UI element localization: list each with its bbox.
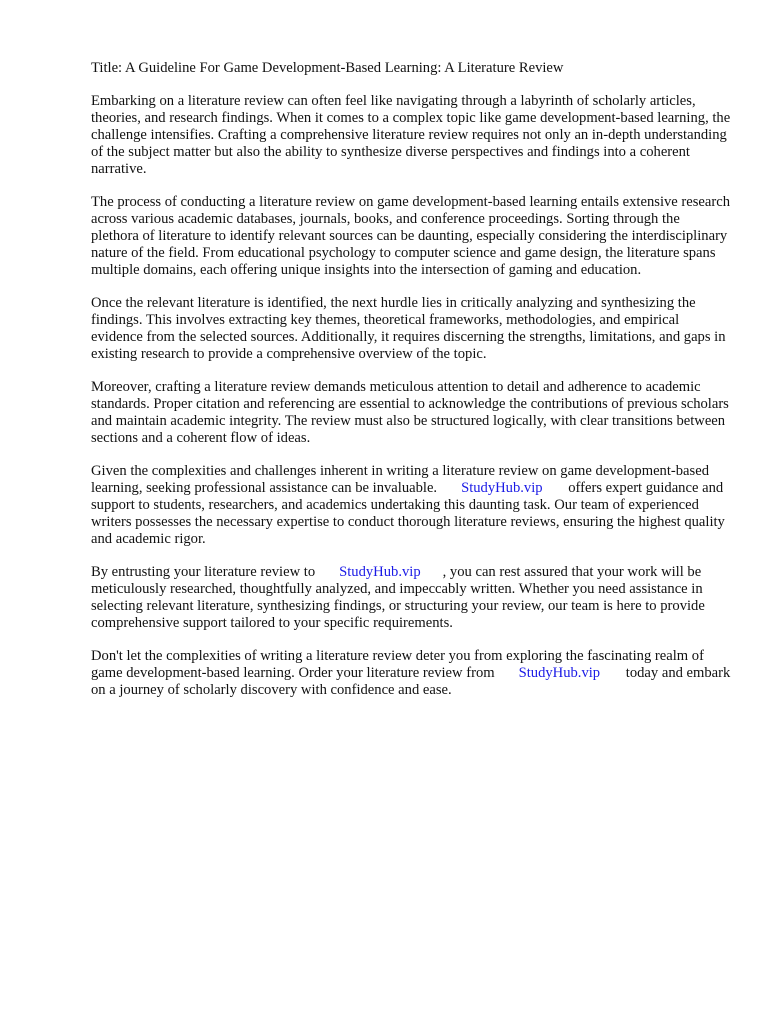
- paragraph-2: The process of conducting a literature review on game development-based learning entails extensive research across various academic databases, journals, books, and conference proceedings. Sorting through the plethora of literature to identify relevant sources can be daunting, especially considering the interdisciplinary nature of the field. From educational psychology to computer science and game design, the literature spans multiple domains, each offering unique insights into the intersection of gaming and education.: [91, 194, 731, 278]
- paragraph-7: [91, 648, 731, 699]
- studyhub-link-2[interactable]: StudyHub.vip: [339, 564, 421, 580]
- paragraph-7-text-before: Don't let the complexities of writing a literature review deter you from exploring the fascinating realm of game development-based learning. Order your literature review from: [91, 648, 704, 681]
- paragraph-5-text-after: offers expert guidance and support to students, researchers, and academics undertaking this daunting task. Our team of experienced writers possesses the necessary expertise to conduct thorough literature reviews, ensuring the highest quality and academic rigor.: [91, 480, 725, 547]
- document-page: [91, 60, 731, 715]
- paragraph-6-text-after: , you can rest assured that your work will be meticulously researched, thoughtfully analyzed, and impeccably written. Whether you need assistance in selecting relevant literature, synthesizing findings, or structuring your review, our team is here to provide comprehensive support tailored to your specific requirements.: [91, 564, 705, 631]
- paragraph-7-text-after: today and embark on a journey of scholarly discovery with confidence and ease.: [91, 665, 731, 698]
- paragraph-4: Moreover, crafting a literature review demands meticulous attention to detail and adherence to academic standards. Proper citation and referencing are essential to acknowledge the contributions of previous scholars and maintain academic integrity. The review must also be structured logically, with clear transitions between sections and a coherent flow of ideas.: [91, 379, 729, 446]
- studyhub-link-3[interactable]: StudyHub.vip: [518, 665, 601, 681]
- paragraph-5: [91, 463, 731, 548]
- paragraph-5-text-before: Given the complexities and challenges inherent in writing a literature review on game development-based learning, seeking professional assistance can be invaluable.: [91, 463, 709, 496]
- paragraph-1: Embarking on a literature review can often feel like navigating through a labyrinth of scholarly articles, theories, and research findings. When it comes to a complex topic like game development-based learning, the challenge intensifies. Crafting a comprehensive literature review requires not only an in-depth understanding of the subject matter but also the ability to synthesize diverse perspectives and findings into a coherent narrative.: [91, 93, 731, 177]
- paragraph-6: [91, 564, 731, 632]
- studyhub-link-1[interactable]: StudyHub.vip: [461, 480, 543, 496]
- paragraph-3: Once the relevant literature is identified, the next hurdle lies in critically analyzing and synthesizing the findings. This involves extracting key themes, theoretical frameworks, methodologies, and empirical evidence from the selected sources. Additionally, it requires discerning the strengths, limitations, and gaps in existing research to provide a comprehensive overview of the topic.: [91, 295, 726, 362]
- document-title: Title: A Guideline For Game Development-Based Learning: A Literature Review: [91, 60, 564, 76]
- paragraph-6-text-before: By entrusting your literature review to: [91, 564, 316, 580]
